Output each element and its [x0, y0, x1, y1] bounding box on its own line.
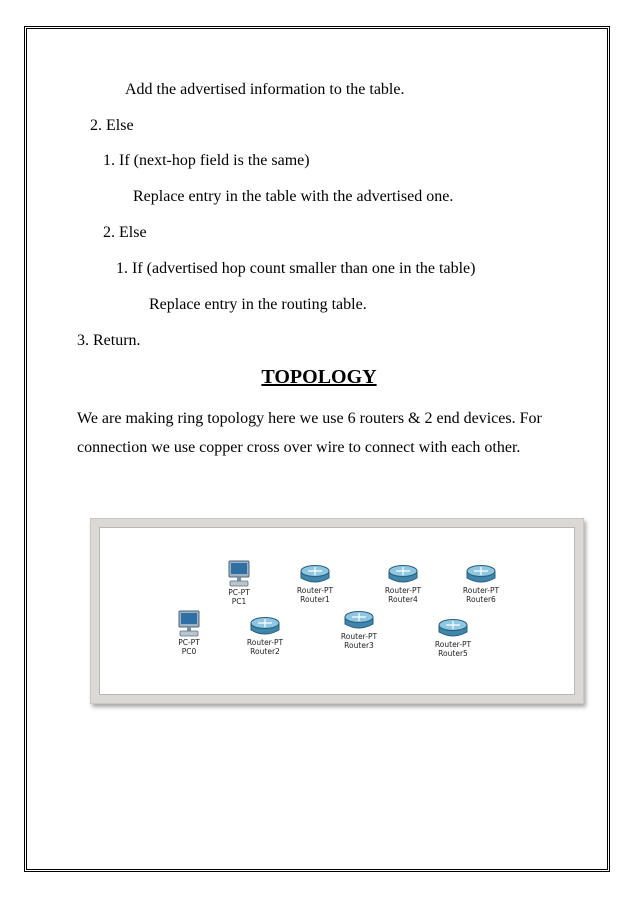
router-icon	[299, 564, 331, 586]
device-type: Router-PT	[434, 640, 472, 649]
device-type: Router-PT	[296, 586, 334, 595]
device-label: PC1	[231, 597, 247, 606]
pc-icon	[176, 610, 202, 638]
body-paragraph: We are making ring topology here we use 6 routers & 2 end devices. For connection we use copper cross over wire to connect with each other.	[77, 410, 542, 456]
section-heading: TOPOLOGY	[261, 366, 377, 388]
text-line-3: 1. If (next-hop field is the same)	[103, 152, 310, 169]
pc-icon	[226, 560, 252, 588]
device-router6[interactable]	[446, 564, 516, 604]
device-router2[interactable]	[230, 616, 300, 656]
device-type: Router-PT	[340, 632, 378, 641]
router-icon	[249, 616, 281, 638]
device-label: Router6	[466, 595, 496, 604]
device-pc0[interactable]	[154, 610, 224, 656]
device-router4[interactable]	[368, 564, 438, 604]
router-icon	[465, 564, 497, 586]
device-type: Router-PT	[462, 586, 500, 595]
text-line-7: Replace entry in the routing table.	[149, 296, 367, 313]
text-line-1: Add the advertised information to the table.	[125, 81, 405, 98]
device-label: Router1	[300, 595, 330, 604]
device-label: Router5	[438, 649, 468, 658]
router-icon	[387, 564, 419, 586]
text-line-8: 3. Return.	[77, 332, 141, 349]
device-router1[interactable]	[280, 564, 350, 604]
router-icon	[343, 610, 375, 632]
text-line-5: 2. Else	[103, 224, 147, 241]
device-label: Router3	[344, 641, 374, 650]
device-type: Router-PT	[384, 586, 422, 595]
router-icon	[437, 618, 469, 640]
device-pc1[interactable]	[204, 560, 274, 606]
topology-figure	[90, 518, 584, 704]
device-label: Router4	[388, 595, 418, 604]
text-line-2: 2. Else	[90, 117, 134, 134]
topology-canvas	[99, 527, 575, 695]
device-label: Router2	[250, 647, 280, 656]
text-line-6: 1. If (advertised hop count smaller than one in the table)	[116, 260, 476, 277]
device-router3[interactable]	[324, 610, 394, 650]
device-type: Router-PT	[246, 638, 284, 647]
device-router5[interactable]	[418, 618, 488, 658]
device-type: PC-PT	[178, 638, 200, 647]
device-type: PC-PT	[228, 588, 250, 597]
device-label: PC0	[181, 647, 197, 656]
text-line-4: Replace entry in the table with the advertised one.	[133, 188, 454, 205]
